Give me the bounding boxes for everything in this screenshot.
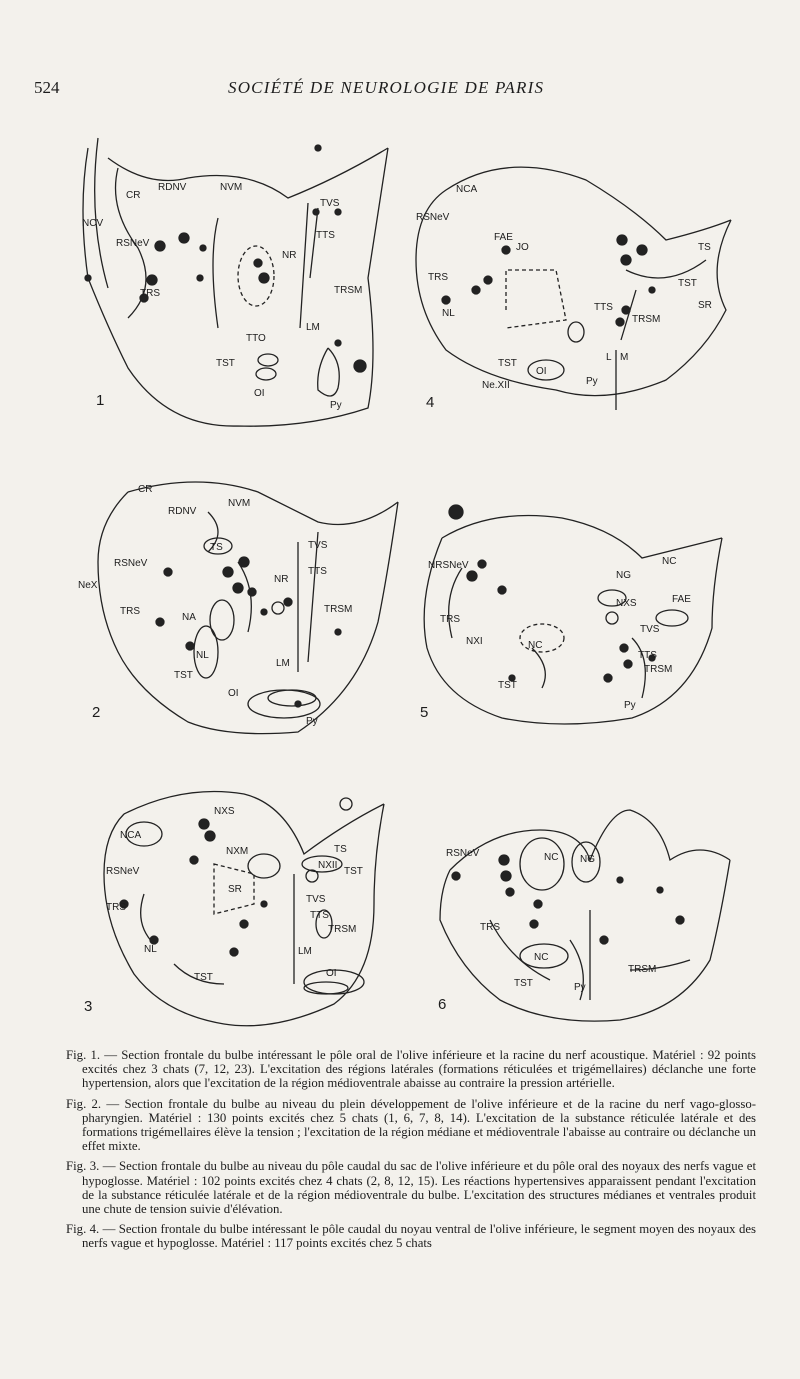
figure-label: TVS <box>640 624 660 635</box>
figure-label: NL <box>442 308 455 319</box>
figure-label: NeX <box>78 580 98 591</box>
figure-label: TRS <box>440 614 460 625</box>
figure-2 <box>78 472 408 738</box>
figure-label: NR <box>282 250 297 261</box>
figure-label: TST <box>174 670 193 681</box>
figure-label: NC <box>534 952 549 963</box>
figure-label: TTS <box>638 650 657 661</box>
figure-label: Py <box>330 400 342 411</box>
figure-label: TRSM <box>632 314 661 325</box>
figure-label: TRSM <box>328 924 357 935</box>
figure-number: 1 <box>96 392 105 409</box>
figure-label: TRSM <box>324 604 353 615</box>
figure-3-labels <box>84 784 414 1032</box>
caption-fig-3: Fig. 3. — Section frontale du bulbe au niveau du pôle caudal du sac de l'olive inférieure et du pôle oral des noyaux des nerfs vague et hypoglosse. Matériel : 102 points excités chez 4 chats (2, 8, 12, 15). Les réactions hypertensives apparaissent pendant l'excitation de la substance réticulée latérale et de la région médioventrale du bulbe. L'excitation des structures médianes et ventrales produit une chute de tension suivie d'élévation. <box>66 1159 756 1217</box>
figure-label: TST <box>678 278 697 289</box>
figure-label: NG <box>616 570 631 581</box>
figure-label: TST <box>216 358 235 369</box>
figure-label: RSNeV <box>446 848 480 859</box>
figure-label: TVS <box>320 198 340 209</box>
figure-label: OI <box>536 366 547 377</box>
figure-label: LM <box>306 322 320 333</box>
figure-label: NG <box>580 854 595 865</box>
figure-1 <box>68 128 404 428</box>
figure-label: TVS <box>308 540 328 551</box>
figure-label: TRS <box>140 288 160 299</box>
figure-number: 6 <box>438 996 447 1013</box>
figure-label: FAE <box>494 232 513 243</box>
figure-number: 4 <box>426 394 435 411</box>
figure-label: NCA <box>120 830 142 841</box>
caption-fig-4: Fig. 4. — Section frontale du bulbe intéressant le pôle caudal du noyau ventral de l'olive inférieure, le segment moyen des noyaux des nerfs vague et hypoglosse. Matériel : 117 points excités chez 5 chats <box>66 1222 756 1251</box>
figure-label: TST <box>514 978 533 989</box>
figure-label: FAE <box>672 594 691 605</box>
figure-label: TRSM <box>644 664 673 675</box>
figure-label: Py <box>574 982 586 993</box>
figure-1-labels <box>68 128 404 428</box>
figure-label: NC <box>528 640 543 651</box>
figure-label: NXII <box>318 860 338 871</box>
figure-label: NVM <box>220 182 243 193</box>
figure-6-labels <box>430 800 740 1026</box>
figure-label: JO <box>516 242 529 253</box>
figure-label: NCV <box>82 218 104 229</box>
figure-6 <box>430 800 740 1026</box>
figure-label: NA <box>182 612 196 623</box>
figure-label: Py <box>624 700 636 711</box>
figure-label: RSNeV <box>114 558 148 569</box>
figure-label: TTS <box>316 230 335 241</box>
figure-label: Ne.XII <box>482 380 510 391</box>
figure-label: TS <box>210 542 223 553</box>
figure-label: TTO <box>246 333 266 344</box>
caption-fig-1: Fig. 1. — Section frontale du bulbe intéressant le pôle oral de l'olive inférieure et la racine du nerf acoustique. Matériel : 92 points excités chez 3 chats (7, 12, 23). L'excitation des régions latérales (formations réticulées et trigémellaires) déclanche une forte hypertension, alors que l'excitation de la région médioventrale abaisse au contraire la pression artérielle. <box>66 1048 756 1091</box>
page-header <box>0 78 800 104</box>
figure-label: TRS <box>428 272 448 283</box>
figure-2-labels <box>78 472 408 738</box>
figure-label: TST <box>498 358 517 369</box>
figure-number: 3 <box>84 998 93 1015</box>
figure-label: NL <box>144 944 157 955</box>
figure-label: OI <box>326 968 337 979</box>
figure-label: LM <box>298 946 312 957</box>
figure-label: M <box>620 352 629 363</box>
figure-label: NR <box>274 574 289 585</box>
figure-label: NC <box>662 556 677 567</box>
figure-label: SR <box>228 884 242 895</box>
figure-label: Py <box>586 376 598 387</box>
figure-label: NXM <box>226 846 249 857</box>
figure-label: RSNeV <box>416 212 450 223</box>
figure-label: TRS <box>120 606 140 617</box>
figure-label: NXI <box>466 636 483 647</box>
figure-label: TTS <box>308 566 327 577</box>
figure-label: TS <box>698 242 711 253</box>
figure-label: TVS <box>306 894 326 905</box>
figure-label: TST <box>194 972 213 983</box>
figure-label: CR <box>126 190 141 201</box>
figure-label: NXS <box>616 598 637 609</box>
figure-4 <box>406 150 736 420</box>
figure-label: RSNeV <box>116 238 150 249</box>
figure-5-labels <box>412 498 738 736</box>
journal-title: SOCIÉTÉ DE NEUROLOGIE DE PARIS <box>228 78 545 97</box>
figure-number: 5 <box>420 704 429 721</box>
figure-label: TRSM <box>628 964 657 975</box>
figure-label: LM <box>276 658 290 669</box>
figure-label: OI <box>228 688 239 699</box>
figure-label: TTS <box>310 910 329 921</box>
figure-label: RDNV <box>158 182 187 193</box>
figure-5 <box>412 498 738 736</box>
figure-label: RDNV <box>168 506 197 517</box>
figure-label: CR <box>138 484 153 495</box>
figure-label: NRSNeV <box>428 560 469 571</box>
figure-label: OI <box>254 388 265 399</box>
figure-label: NL <box>196 650 209 661</box>
figure-label: SR <box>698 300 712 311</box>
figure-label: TST <box>498 680 517 691</box>
page-number: 524 <box>34 78 60 97</box>
figure-label: TRSM <box>334 285 363 296</box>
figure-label: TRS <box>106 902 126 913</box>
figure-label: TS <box>334 844 347 855</box>
figure-label: TTS <box>594 302 613 313</box>
figure-captions <box>66 1048 756 1257</box>
figure-label: L <box>606 352 612 363</box>
figure-label: TRS <box>480 922 500 933</box>
figure-label: TST <box>344 866 363 877</box>
figure-label: RSNeV <box>106 866 140 877</box>
figure-label: NVM <box>228 498 251 509</box>
figure-label: NCA <box>456 184 478 195</box>
figure-label: NC <box>544 852 559 863</box>
caption-fig-2: Fig. 2. — Section frontale du bulbe au niveau du plein développement de l'olive inférieure et de la racine du nerf vago-glosso-pharyngien. Matériel : 130 points excités chez 5 chats (1, 6, 7, 8, 14). L'excitation de la substance réticulée latérale et des formations trigémellaires élève la tension ; l'excitation de la région médiane et médioventrale l'abaisse au contraire ou déclanche un effet mixte. <box>66 1096 756 1154</box>
figure-number: 2 <box>92 704 101 721</box>
figure-4-labels <box>406 150 736 420</box>
figure-label: NXS <box>214 806 235 817</box>
figure-label: Py <box>306 716 318 727</box>
figure-3 <box>84 784 414 1032</box>
